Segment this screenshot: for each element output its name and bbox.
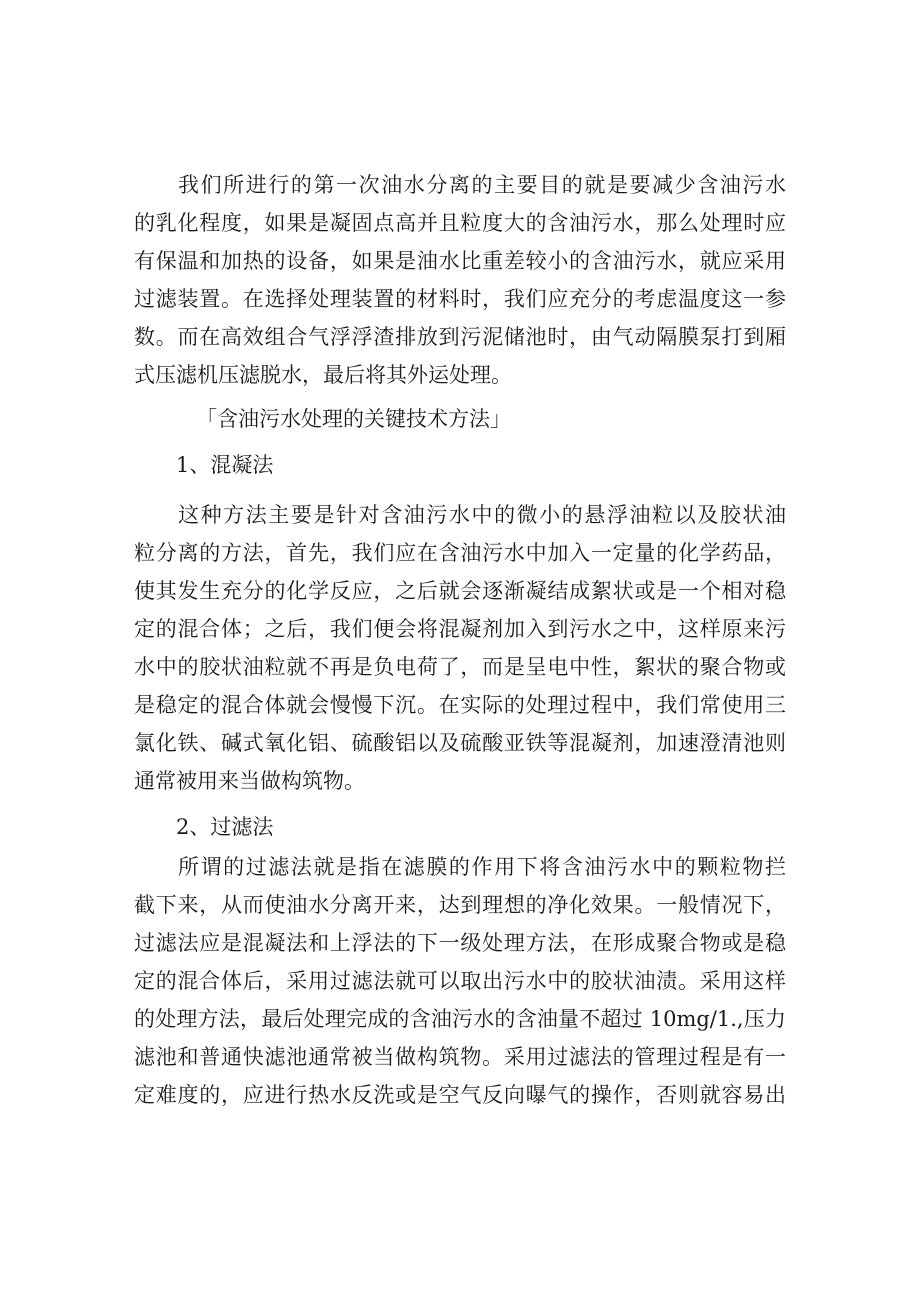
paragraph-1-line-5: 数。而在高效组合气浮浮渣排放到污泥储池时，由气动隔膜泵打到厢 bbox=[134, 325, 786, 349]
paragraph-1-line-4: 过滤装置。在选择处理装置的材料时，我们应充分的考虑温度这一参 bbox=[134, 287, 786, 311]
section-title: 「含油污水处理的关键技术方法」 bbox=[196, 407, 511, 431]
paragraph-2-line-6: 是稳定的混合体就会慢慢下沉。在实际的处理过程中，我们常使用三 bbox=[134, 693, 786, 717]
paragraph-3-line-4: 定的混合体后，采用过滤法就可以取出污水中的胶状油渍。采用这样 bbox=[134, 969, 786, 993]
paragraph-2-line-3: 使其发生充分的化学反应，之后就会逐渐凝结成絮状或是一个相对稳 bbox=[134, 579, 786, 603]
item-2-heading: 2、过滤法 bbox=[176, 815, 274, 839]
paragraph-1-line-6: 式压滤机压滤脱水，最后将其外运处理。 bbox=[134, 363, 512, 387]
paragraph-2-line-7: 氯化铁、碱式氧化铝、硫酸铝以及硫酸亚铁等混凝剂，加速澄清池则 bbox=[134, 731, 786, 755]
paragraph-3-line-7: 定难度的，应进行热水反洗或是空气反向曝气的操作，否则就容易出 bbox=[134, 1083, 786, 1107]
item-1-heading: 1、混凝法 bbox=[176, 453, 274, 477]
paragraph-1-line-3: 有保温和加热的设备，如果是油水比重差较小的含油污水，就应采用 bbox=[134, 249, 786, 273]
paragraph-2-line-5: 水中的胶状油粒就不再是负电荷了，而是呈电中性，絮状的聚合物或 bbox=[134, 655, 786, 679]
paragraph-3-line-5: 的处理方法，最后处理完成的含油污水的含油量不超过 10mg/1.,压力 bbox=[134, 1007, 786, 1031]
paragraph-3-line-2: 截下来，从而使油水分离开来，达到理想的净化效果。一般情况下， bbox=[134, 893, 786, 917]
paragraph-2-line-2: 粒分离的方法，首先，我们应在含油污水中加入一定量的化学药品， bbox=[134, 541, 786, 565]
paragraph-3-line-1: 所谓的过滤法就是指在滤膜的作用下将含油污水中的颗粒物拦 bbox=[178, 855, 786, 879]
paragraph-1-line-2: 的乳化程度，如果是凝固点高并且粒度大的含油污水，那么处理时应 bbox=[134, 211, 786, 235]
paragraph-2-line-4: 定的混合体；之后，我们便会将混凝剂加入到污水之中，这样原来污 bbox=[134, 617, 786, 641]
paragraph-2-line-1: 这种方法主要是针对含油污水中的微小的悬浮油粒以及胶状油 bbox=[178, 503, 786, 527]
paragraph-3-line-3: 过滤法应是混凝法和上浮法的下一级处理方法，在形成聚合物或是稳 bbox=[134, 931, 786, 955]
paragraph-3-line-6: 滤池和普通快滤池通常被当做构筑物。采用过滤法的管理过程是有一 bbox=[134, 1045, 786, 1069]
paragraph-1-line-1: 我们所进行的第一次油水分离的主要目的就是要减少含油污水 bbox=[178, 173, 786, 197]
paragraph-2-line-8: 通常被用来当做构筑物。 bbox=[134, 769, 365, 793]
